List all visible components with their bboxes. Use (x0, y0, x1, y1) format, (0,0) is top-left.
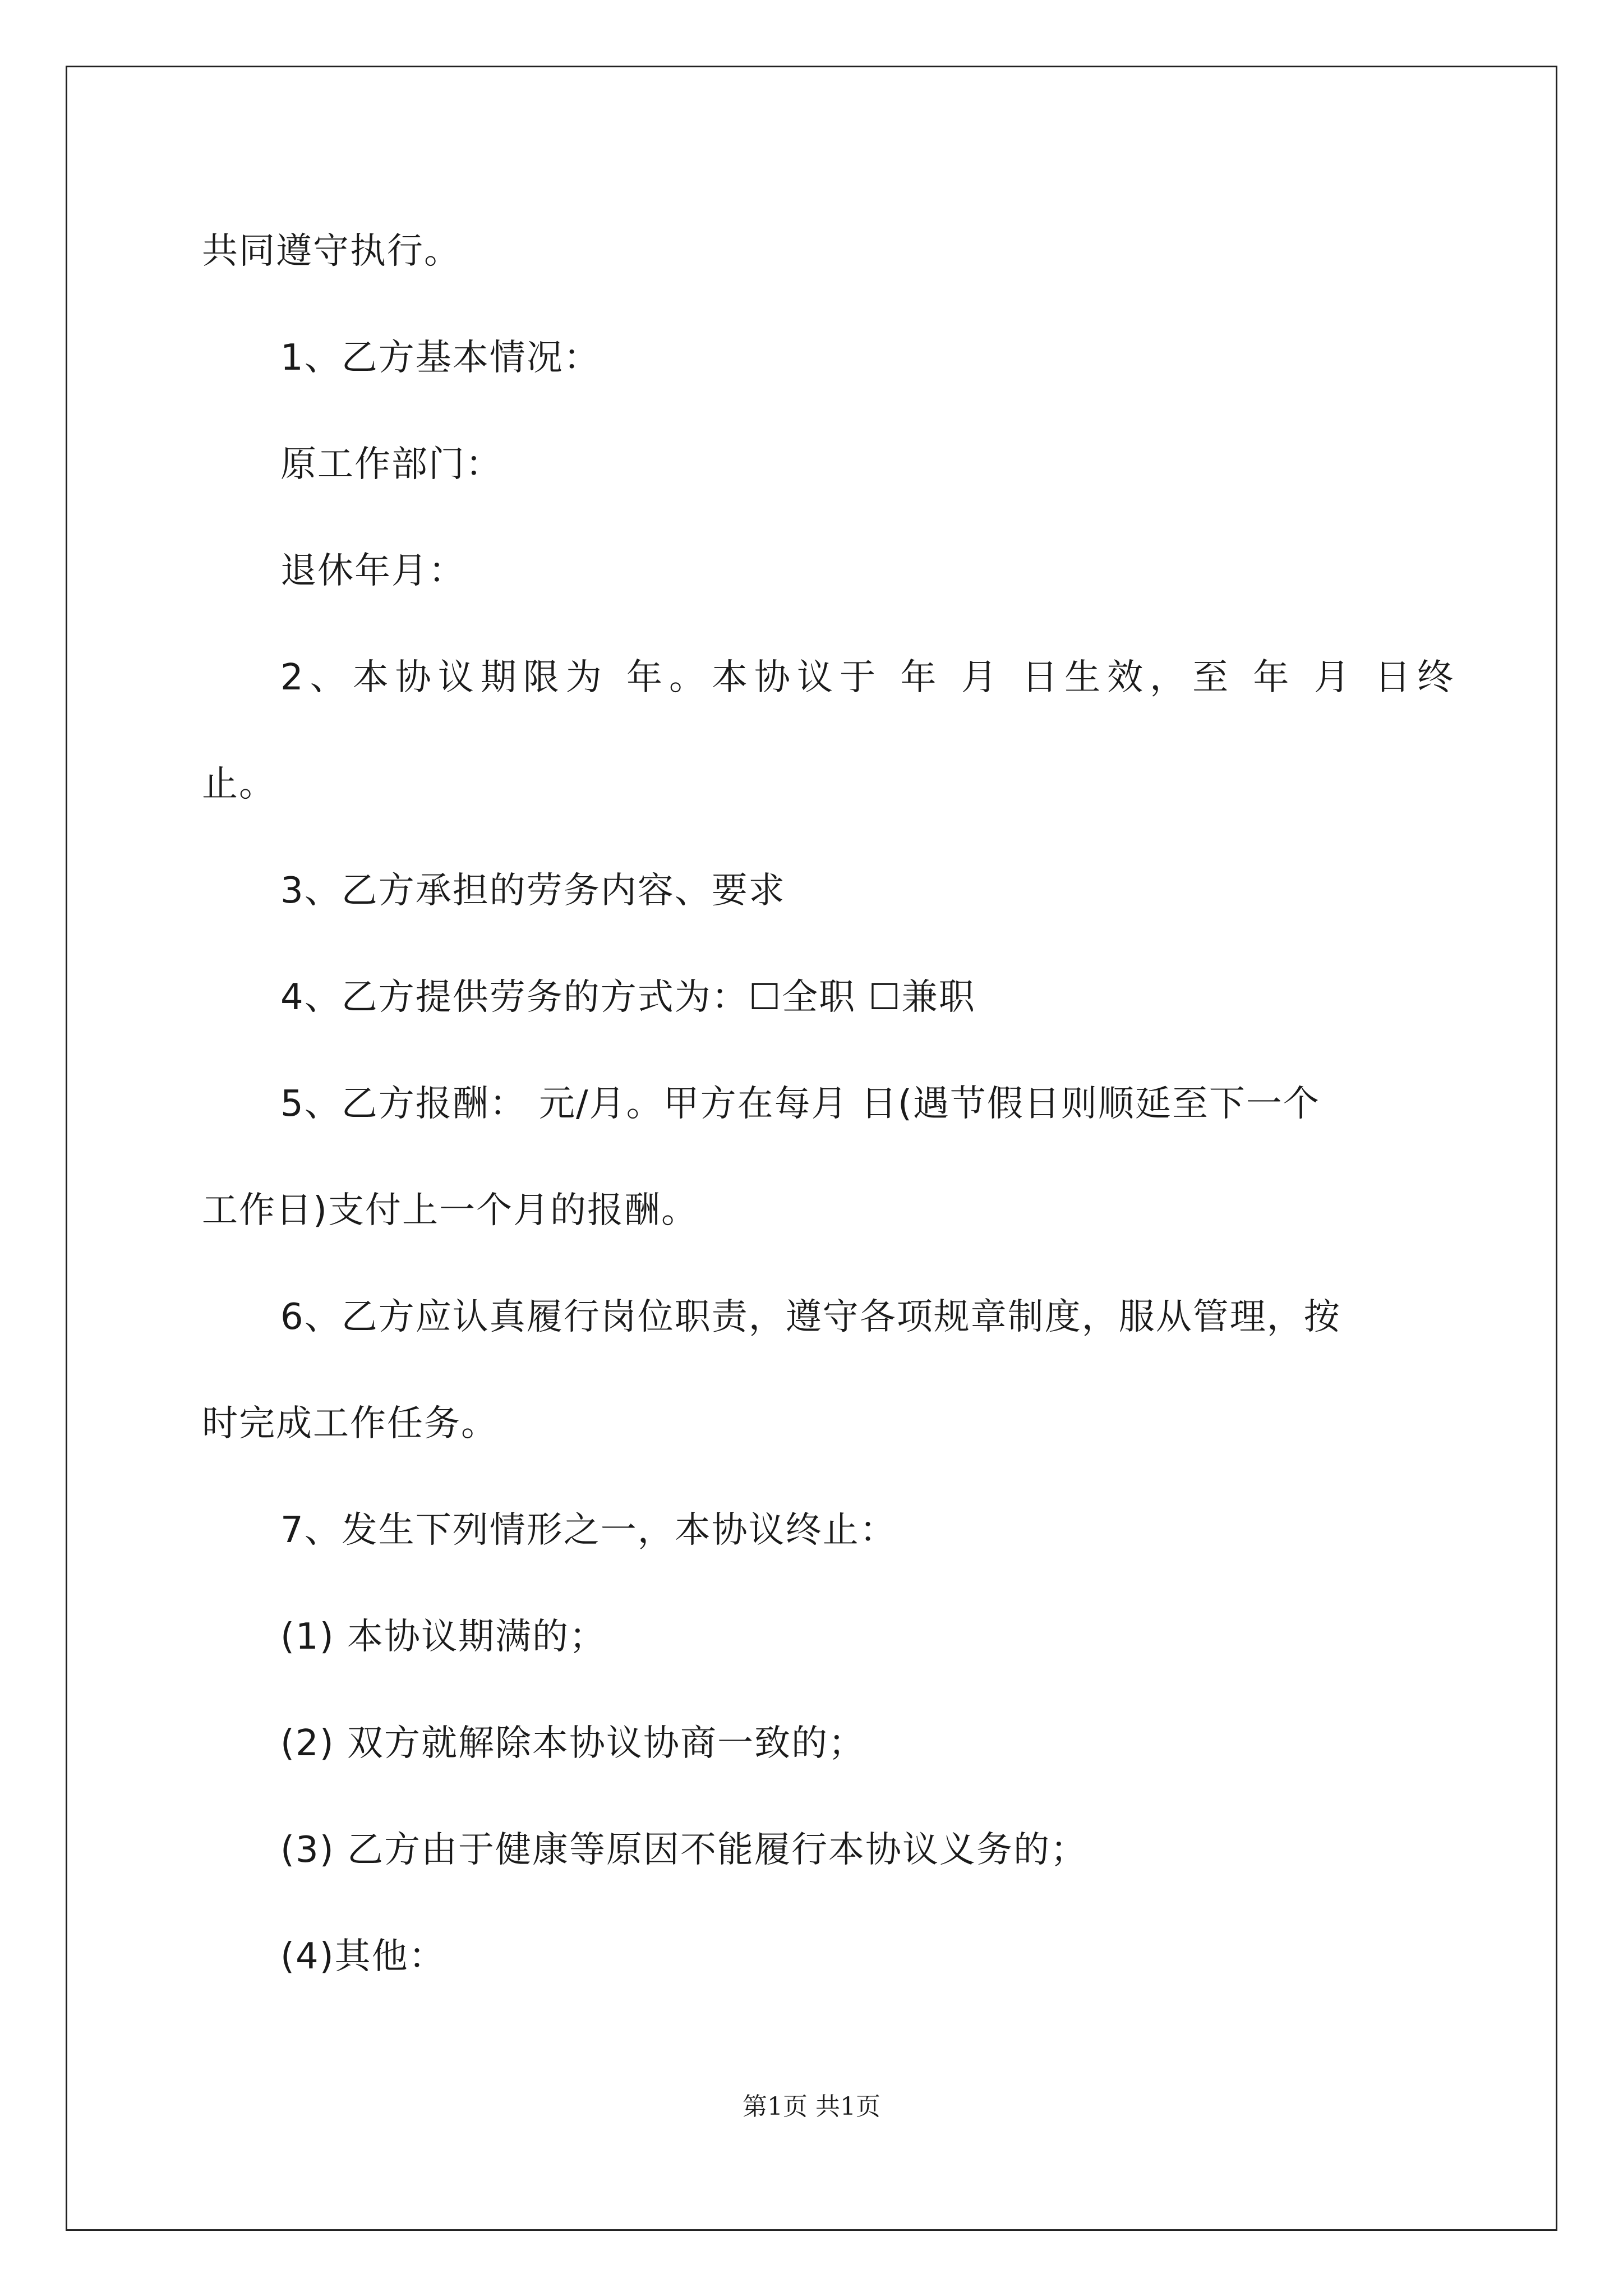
original-department-field: 原工作部门： (280, 444, 502, 485)
clause-1-heading: 1、乙方基本情况： (280, 337, 601, 379)
clause-3: 3、乙方承担的劳务内容、要求 (280, 870, 786, 912)
retirement-date-field: 退休年月： (280, 550, 465, 592)
clause-7-item-4: (4)其他： (280, 1936, 446, 1977)
clause-7-item-3: (3) 乙方由于健康等原因不能履行本协议义务的； (280, 1829, 1087, 1871)
clause-7-item-2: (2) 双方就解除本协议协商一致的； (280, 1723, 865, 1764)
page-border (66, 66, 1557, 2231)
page-number-footer: 第1页 共1页 (743, 2092, 880, 2121)
clause-4: 4、乙方提供劳务的方式为：☐全职 ☐兼职 (280, 977, 976, 1018)
clause-6-line-2: 时完成工作任务。 (202, 1403, 498, 1444)
clause-6-line-1: 6、乙方应认真履行岗位职责，遵守各项规章制度，服从管理，按 (280, 1296, 1341, 1338)
clause-5-line-1: 5、乙方报酬： 元/月。甲方在每月 日(遇节假日则顺延至下一个 (280, 1083, 1320, 1125)
clause-7-item-1: (1) 本协议期满的； (280, 1616, 606, 1658)
clause-7-heading: 7、发生下列情形之一，本协议终止： (280, 1510, 897, 1551)
text-line-continuation: 共同遵守执行。 (202, 231, 461, 272)
clause-2-line-1: 2、本协议期限为 年。本协议于 年 月 日生效，至 年 月 日终 (280, 657, 1460, 698)
clause-2-line-2: 止。 (202, 763, 276, 805)
clause-5-line-2: 工作日)支付上一个月的报酬。 (202, 1190, 698, 1231)
